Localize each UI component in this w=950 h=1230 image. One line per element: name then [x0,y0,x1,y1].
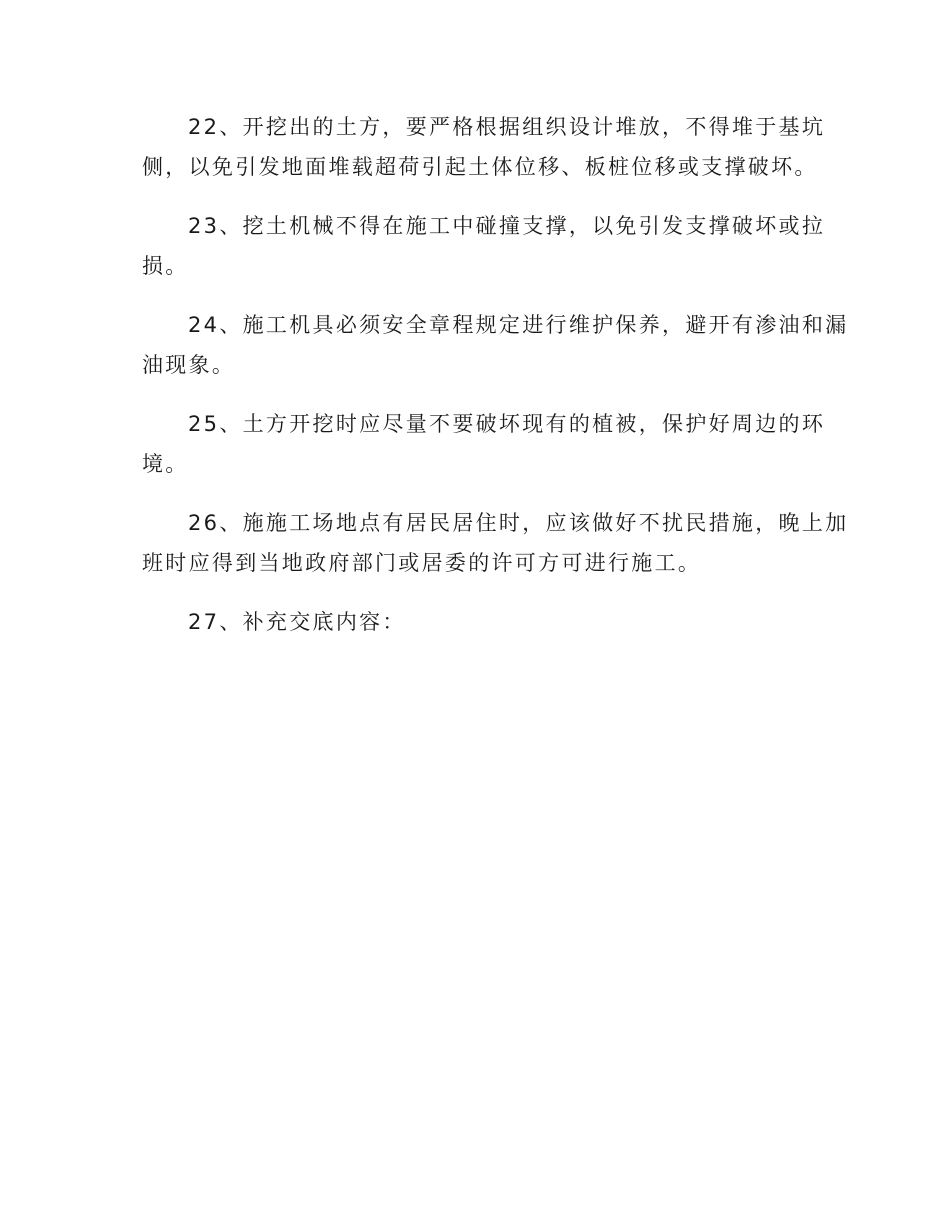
paragraph-line: 22、开挖出的土方，要严格根据组织设计堆放，不得堆于基坑 [188,115,826,139]
paragraph-25 [142,404,826,484]
paragraph-line: 境。 [142,452,189,476]
paragraph-line: 25、土方开挖时应尽量不要破坏现有的植被，保护好周边的环 [188,412,826,436]
paragraph-line: 班时应得到当地政府部门或居委的许可方可进行施工。 [142,551,702,575]
paragraph-23 [142,206,826,286]
paragraph-line: 损。 [142,254,189,278]
paragraph-24 [142,305,849,385]
paragraph-27 [142,602,802,642]
paragraph-26 [142,503,849,583]
paragraph-22 [142,107,826,187]
paragraph-line: 27、补充交底内容： [188,610,406,634]
paragraph-line: 油现象。 [142,353,236,377]
paragraph-line: 24、施工机具必须安全章程规定进行维护保养，避开有渗油和漏 [188,313,849,337]
paragraph-line: 侧，以免引发地面堆载超荷引起土体位移、板桩位移或支撑破坏。 [142,155,818,179]
document-body [142,107,849,661]
paragraph-line: 26、施施工场地点有居民居住时，应该做好不扰民措施，晚上加 [188,511,849,535]
paragraph-line: 23、挖土机械不得在施工中碰撞支撑，以免引发支撑破坏或拉 [188,214,826,238]
